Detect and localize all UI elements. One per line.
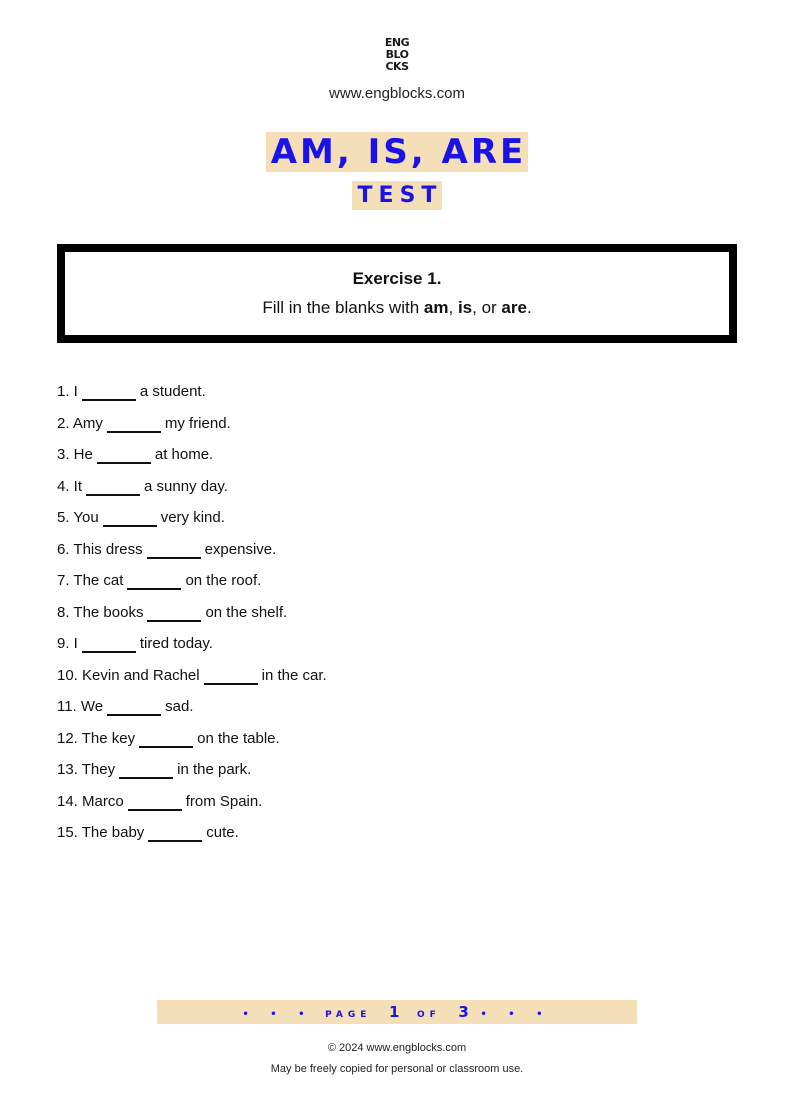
question-text-after: tired today. xyxy=(139,635,213,652)
question-item xyxy=(57,570,737,602)
answer-blank[interactable] xyxy=(86,478,140,496)
answer-blank[interactable] xyxy=(107,415,161,433)
answer-blank[interactable] xyxy=(128,793,182,811)
question-text-before: 5. You xyxy=(57,509,99,526)
answer-blank[interactable] xyxy=(103,509,157,527)
instruction-sep-2: , or xyxy=(472,298,497,317)
question-text-before: 6. This dress xyxy=(57,540,143,558)
dots-left: • • • xyxy=(242,1009,314,1020)
page-word: PAGE xyxy=(325,1010,372,1020)
worksheet-title: AM, IS, ARE xyxy=(266,132,529,172)
question-item xyxy=(57,413,737,445)
of-word: OF xyxy=(417,1010,441,1020)
license-note: May be freely copied for personal or classroom use. xyxy=(270,1063,524,1075)
question-item xyxy=(57,822,737,854)
answer-blank[interactable] xyxy=(107,698,161,716)
exercise-title: Exercise 1. xyxy=(352,269,442,288)
option-are: are xyxy=(501,298,527,317)
question-text-after: very kind. xyxy=(160,509,225,526)
answer-blank[interactable] xyxy=(82,635,136,653)
question-item xyxy=(57,759,737,791)
logo-line-1: ENG xyxy=(384,36,410,49)
question-text-before: 8. The books xyxy=(57,603,144,621)
question-text-after: cute. xyxy=(206,824,239,841)
question-text-after: on the roof. xyxy=(185,572,262,589)
question-text-before: 7. The cat xyxy=(57,572,124,589)
question-item xyxy=(57,507,737,539)
question-text-before: 1. I xyxy=(57,383,78,400)
question-text-after: my friend. xyxy=(164,414,231,432)
question-item xyxy=(57,476,737,508)
question-text-before: 2. Amy xyxy=(57,414,103,432)
question-text-before: 9. I xyxy=(57,635,78,652)
answer-blank[interactable] xyxy=(204,667,258,685)
page-indicator xyxy=(157,1000,637,1024)
answer-blank[interactable] xyxy=(147,604,201,622)
question-text-after: expensive. xyxy=(204,540,277,558)
question-item xyxy=(57,728,737,760)
exercise-box xyxy=(57,244,737,343)
logo-mark xyxy=(380,37,414,73)
question-item xyxy=(57,381,737,413)
question-text-before: 14. Marco xyxy=(57,792,124,810)
question-text-before: 13. They xyxy=(57,761,116,778)
copyright: © 2024 www.engblocks.com xyxy=(327,1042,467,1054)
exercise-instruction xyxy=(65,298,729,318)
question-text-before: 10. Kevin and Rachel xyxy=(57,666,200,684)
question-text-after: a sunny day. xyxy=(144,477,228,495)
answer-blank[interactable] xyxy=(97,446,151,464)
question-text-after: a student. xyxy=(139,383,206,400)
worksheet-subtitle: TEST xyxy=(352,181,443,210)
question-text-before: 3. He xyxy=(57,446,93,463)
question-item xyxy=(57,444,737,476)
question-item xyxy=(57,791,737,823)
instruction-sep-1: , xyxy=(448,298,454,317)
question-item xyxy=(57,665,737,697)
subtitle-wrap xyxy=(0,181,794,210)
question-list xyxy=(57,381,737,854)
question-text-after: at home. xyxy=(154,446,214,463)
question-text-before: 4. It xyxy=(57,477,83,495)
instruction-suffix: . xyxy=(526,298,532,317)
option-is: is xyxy=(457,298,473,317)
answer-blank[interactable] xyxy=(82,383,136,401)
logo-line-3: CKS xyxy=(385,60,409,73)
question-text-after: in the park. xyxy=(177,761,252,778)
option-am: am xyxy=(423,298,449,317)
answer-blank[interactable] xyxy=(139,730,193,748)
page-current: 1 xyxy=(389,1003,400,1021)
question-text-after: sad. xyxy=(165,698,194,715)
logo-line-2: BLO xyxy=(385,48,409,61)
question-text-after: in the car. xyxy=(261,666,327,684)
engblocks-logo xyxy=(0,37,794,73)
dots-right: • • • xyxy=(480,1009,552,1020)
instruction-prefix: Fill in the blanks with xyxy=(262,298,420,317)
question-text-before: 11. We xyxy=(57,698,104,715)
answer-blank[interactable] xyxy=(119,761,173,779)
answer-blank[interactable] xyxy=(127,572,181,590)
question-item xyxy=(57,633,737,665)
question-item xyxy=(57,602,737,634)
answer-blank[interactable] xyxy=(148,824,202,842)
site-url: www.engblocks.com xyxy=(329,85,465,102)
question-item xyxy=(57,539,737,571)
question-text-after: on the table. xyxy=(197,729,280,747)
question-text-before: 15. The baby xyxy=(57,824,145,841)
question-text-after: on the shelf. xyxy=(205,603,288,621)
page-total: 3 xyxy=(458,1003,469,1021)
question-text-before: 12. The key xyxy=(57,729,136,747)
question-text-after: from Spain. xyxy=(185,792,263,810)
title-wrap xyxy=(0,132,794,172)
question-item xyxy=(57,696,737,728)
answer-blank[interactable] xyxy=(147,541,201,559)
